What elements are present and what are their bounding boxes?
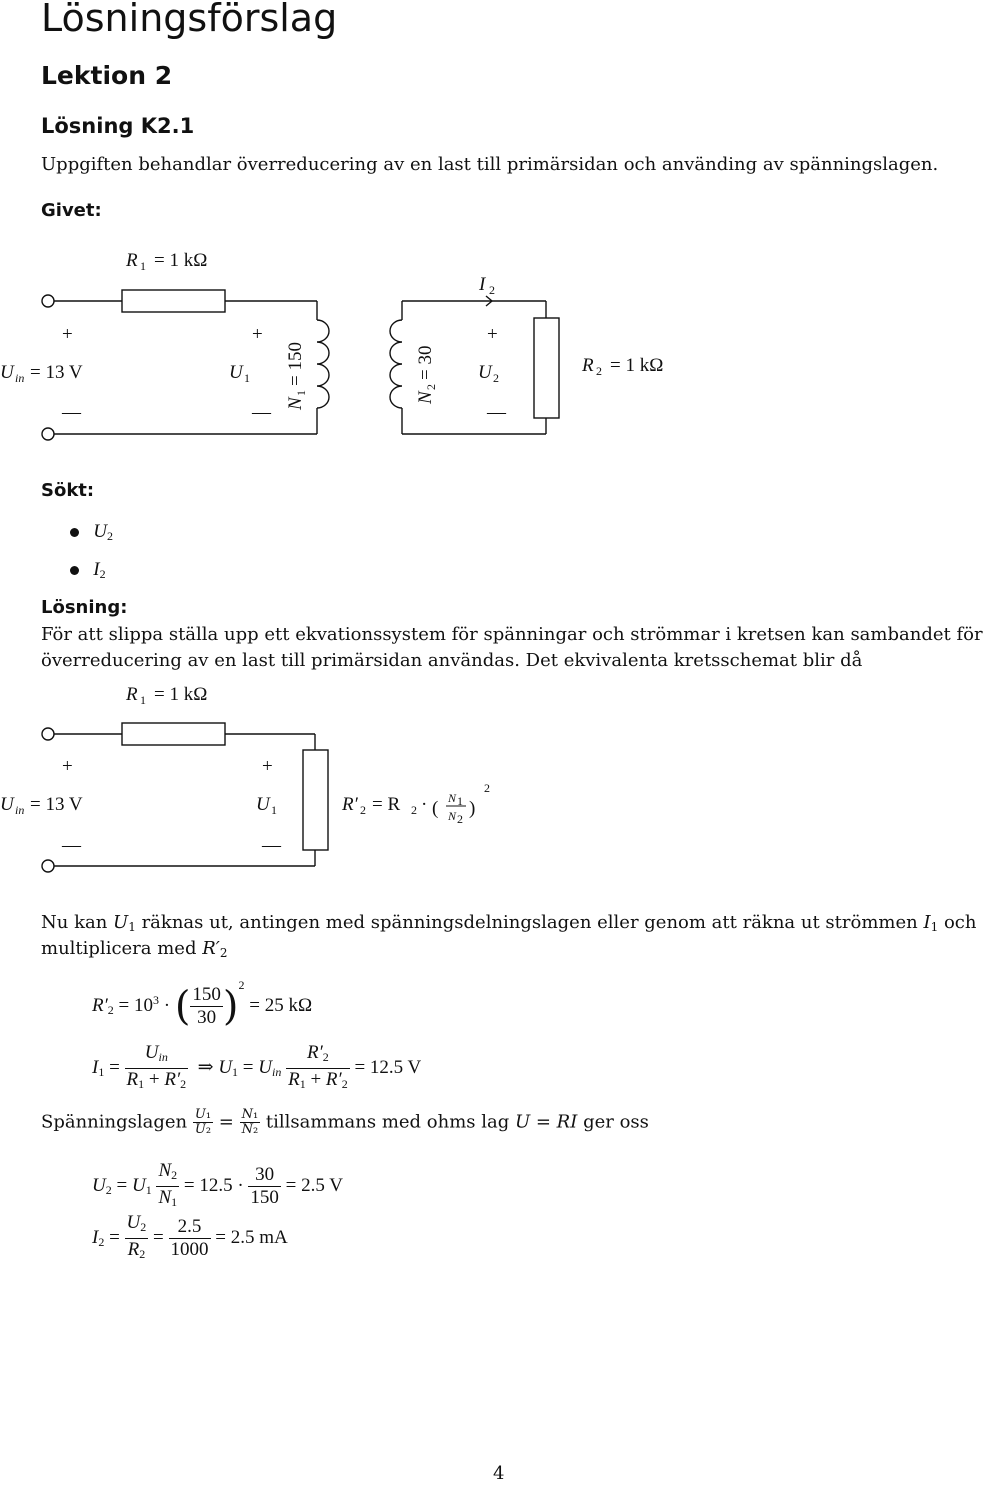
svg-text:U: U: [256, 794, 270, 815]
svg-text:1: 1: [271, 803, 277, 817]
svg-text:—: —: [487, 402, 506, 423]
sought-item-u2: $U_2$: [70, 521, 113, 544]
svg-text:R′: R′: [342, 794, 358, 815]
solution-text-line-2: överreducering av en last till primärsidan användas. Det ekvivalenta kretsschemat blir då: [41, 650, 863, 671]
equation-i2: $I_2$ = $\frac{U_2}{R_2}$ = $\frac{2.5}{1000}$ = 2.5 mA: [92, 1212, 288, 1261]
bullet-icon: [70, 528, 79, 537]
svg-text:= 1 kΩ: = 1 kΩ: [154, 684, 208, 705]
n2-value: = 30: [415, 345, 436, 380]
equiv-resistor-r2-prime: [303, 750, 328, 850]
page-number: 4: [493, 1463, 505, 1484]
svg-text:2: 2: [489, 283, 495, 297]
svg-text:N: N: [448, 791, 457, 805]
resistor-r2: [534, 318, 559, 418]
svg-text:U: U: [0, 794, 14, 815]
svg-text:—: —: [262, 835, 281, 856]
svg-text:+: +: [252, 324, 263, 345]
lesson-heading: Lektion 2: [41, 61, 173, 90]
given-heading: Givet:: [41, 200, 102, 221]
svg-text:U: U: [478, 362, 492, 383]
svg-text:(: (: [432, 798, 439, 819]
equation-i1-u1: $I_1$ = $\frac{U_{in}}{R_1 + R'_2}$ ⇒ $U_1 = U_{in}$ $\frac{R'_2}{R_1 + R'_2}$ = 12.5 V: [92, 1042, 422, 1091]
svg-text:1: 1: [140, 259, 146, 273]
svg-text:1: 1: [140, 693, 146, 707]
svg-text:in: in: [15, 803, 25, 817]
svg-text:N: N: [415, 391, 436, 404]
svg-text:N: N: [448, 809, 457, 823]
svg-text:2: 2: [360, 803, 366, 817]
svg-text:2: 2: [424, 384, 438, 390]
svg-text:·: ·: [421, 794, 428, 815]
input-terminal-top: [42, 295, 54, 307]
r1-value: = 1 kΩ: [154, 250, 208, 271]
resistor-r1: [122, 290, 225, 312]
equivalent-circuit-diagram: [0, 680, 560, 870]
circuit1-labels: [0, 250, 663, 423]
svg-text:R: R: [582, 355, 594, 376]
svg-text:+: +: [62, 756, 73, 777]
now-text-line-2: multiplicera med $R'_2$: [41, 938, 228, 960]
equation-r2-prime: $R'_2 = 10^3$ · ( $\frac{150}{30}$ )$^2$ = 25 kΩ: [92, 978, 313, 1030]
svg-text:U: U: [0, 362, 14, 383]
equation-u2: $U_2 = U_1$ $\frac{N_2}{N_1}$ = 12.5 · $\frac{30}{150}$ = 2.5 V: [92, 1160, 344, 1209]
law-text: Spänningslagen $\frac{\text{U₁}}{\text{U₂}}$ = $\frac{\text{N₁}}{\text{N₂}}$ tillsammans med ohms lag U = RI ger oss: [41, 1107, 649, 1137]
svg-text:U: U: [229, 362, 243, 383]
svg-text:1: 1: [457, 794, 463, 808]
svg-text:2: 2: [493, 371, 499, 385]
svg-text:R: R: [126, 684, 138, 705]
svg-text:N: N: [285, 397, 306, 410]
svg-text:2: 2: [484, 781, 490, 795]
svg-text:—: —: [252, 402, 271, 423]
solution-label: Lösning:: [41, 597, 128, 618]
svg-text:+: +: [62, 324, 73, 345]
solution-heading: Lösning K2.1: [41, 114, 195, 138]
primary-winding: [317, 320, 329, 408]
r2-value: = 1 kΩ: [610, 355, 664, 376]
svg-text:+: +: [487, 324, 498, 345]
svg-text:1: 1: [294, 390, 308, 396]
intro-text: Uppgiften behandlar överreducering av en last till primärsidan och använding av spänningslagen.: [41, 154, 939, 175]
uin-value: = 13 V: [30, 362, 83, 383]
equiv-resistor-r1: [122, 723, 225, 745]
sought-item-i2: $I_2$: [70, 559, 106, 582]
n1-value: = 150: [285, 342, 306, 386]
svg-text:R: R: [126, 250, 138, 271]
svg-text:I: I: [479, 274, 486, 295]
svg-text:—: —: [62, 835, 81, 856]
bullet-icon: [70, 566, 79, 575]
svg-text:): ): [469, 798, 476, 819]
now-text-line-1: Nu kan $U_1$ räknas ut, antingen med spänningsdelningslagen eller genom att räkna ut strömmen $I_1$ och: [41, 912, 977, 934]
svg-text:—: —: [62, 402, 81, 423]
transformer-circuit-diagram: [0, 240, 720, 450]
svg-text:2: 2: [411, 803, 417, 817]
svg-text:1: 1: [244, 371, 250, 385]
solution-text-line-1: För att slippa ställa upp ett ekvationssystem för spänningar och strömmar i kretsen kan sambandet för: [41, 624, 983, 645]
svg-text:= 13 V: = 13 V: [30, 794, 83, 815]
svg-text:2: 2: [596, 364, 602, 378]
svg-text:2: 2: [457, 812, 463, 826]
svg-text:= R: = R: [372, 794, 401, 815]
input-terminal-bottom: [42, 428, 54, 440]
svg-text:+: +: [262, 756, 273, 777]
sought-heading: Sökt:: [41, 480, 95, 501]
svg-text:in: in: [15, 371, 25, 385]
secondary-winding: [390, 320, 402, 408]
page-title: Lösningsförslag: [41, 0, 338, 40]
